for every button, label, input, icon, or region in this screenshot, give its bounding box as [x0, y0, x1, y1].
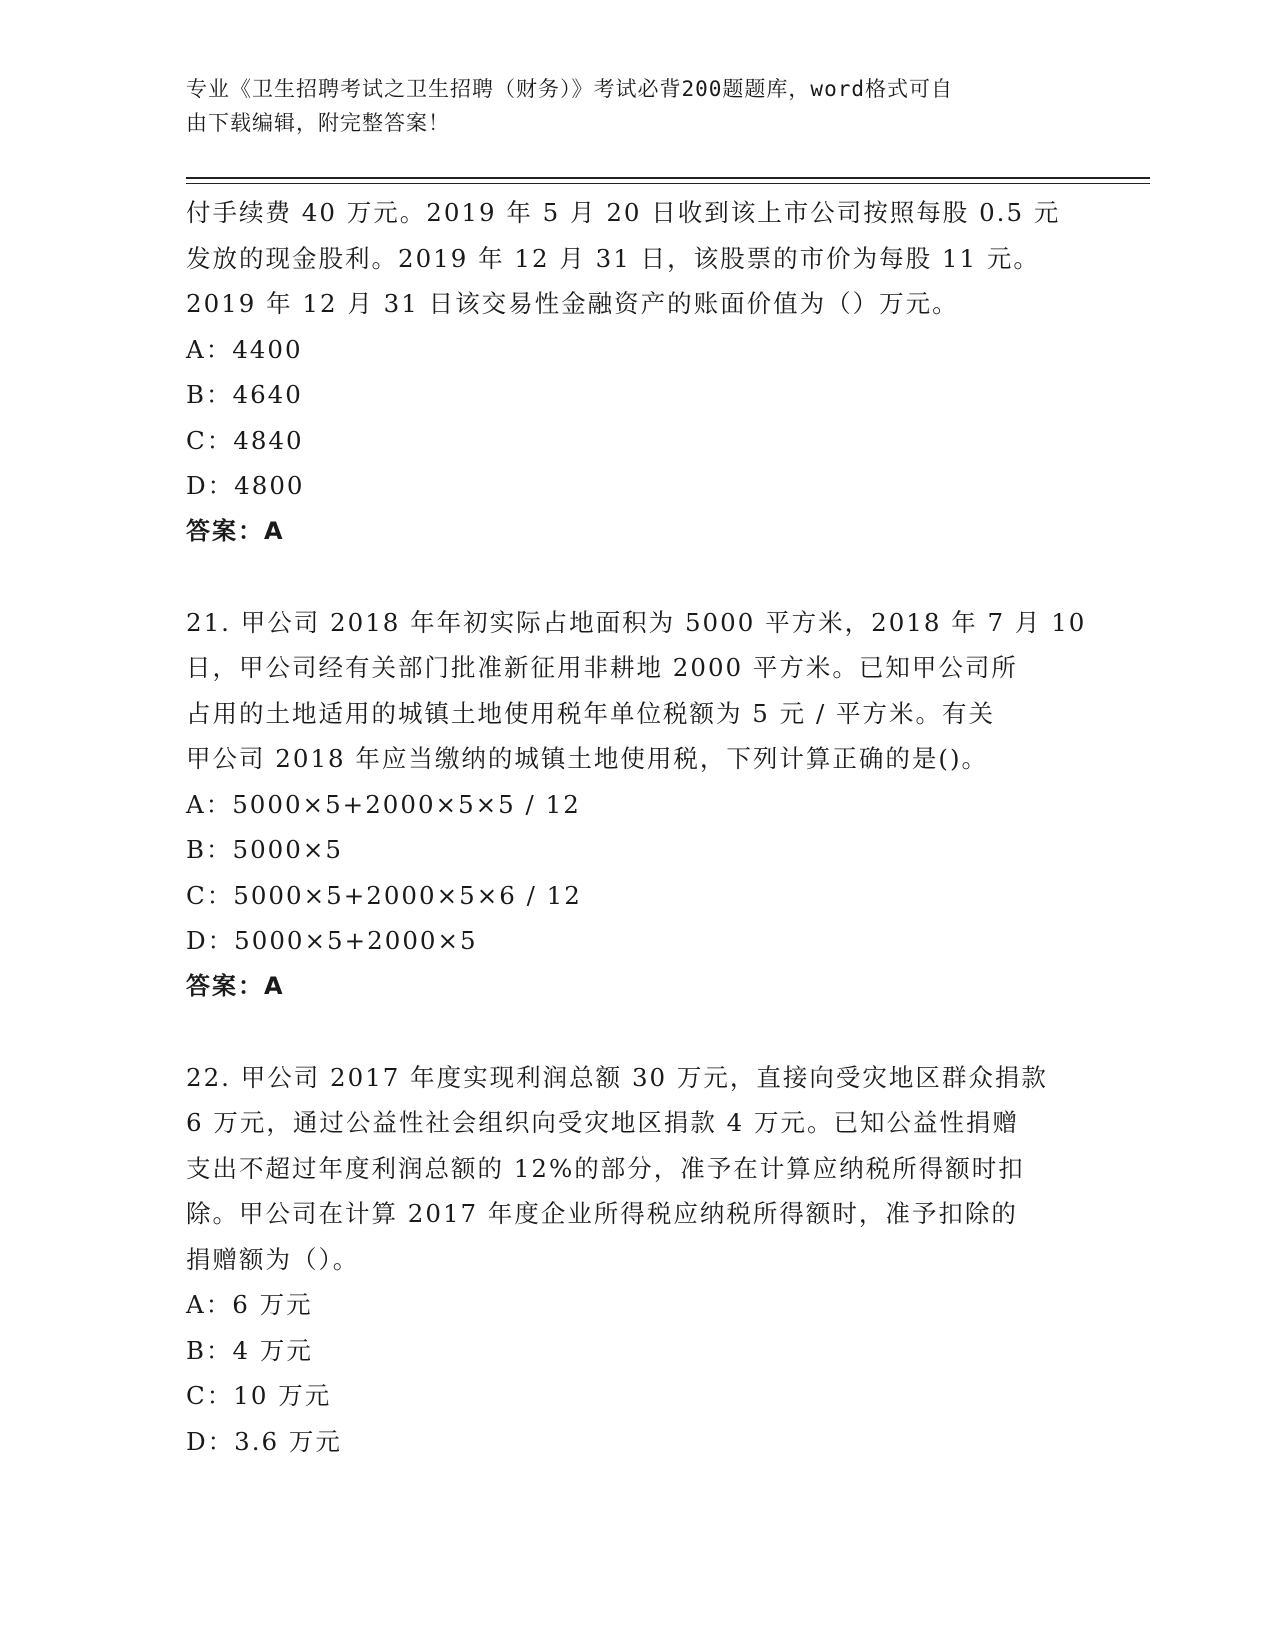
answer-label: 答案：A: [186, 516, 285, 545]
question-text-line: 占用的土地适用的城镇土地使用税年单位税额为 5 元 / 平方米。有关: [186, 698, 995, 728]
question-text-line: 除。甲公司在计算 2017 年度企业所得税应纳税所得额时，准予扣除的: [186, 1199, 1018, 1228]
header-rule-thin: [186, 183, 1150, 184]
question-text-line: 甲公司 2018 年应当缴纳的城镇土地使用税，下列计算正确的是()。: [186, 744, 989, 773]
header-rule-thick: [186, 177, 1150, 179]
question-text-line: 2019 年 12 月 31 日该交易性金融资产的账面价值为（）万元。: [186, 289, 959, 318]
header-line-1: 专业《卫生招聘考试之卫生招聘（财务）》考试必背200题题库，word格式可自: [186, 77, 953, 101]
question-text-line: 支出不超过年度利润总额的 12%的部分，准予在计算应纳税所得额时扣: [186, 1153, 1025, 1183]
option-d: D：4800: [186, 471, 305, 500]
question-text-line: 日，甲公司经有关部门批准新征用非耕地 2000 平方米。已知甲公司所: [186, 653, 1018, 682]
option-d: D：3.6 万元: [186, 1426, 342, 1456]
document-header: [186, 72, 1066, 140]
option-a: A：4400: [186, 334, 303, 364]
option-a: A：5000×5+2000×5×5 / 12: [186, 789, 581, 819]
option-c: C：5000×5+2000×5×6 / 12: [186, 880, 582, 910]
question-text-line: 22. 甲公司 2017 年度实现利润总额 30 万元，直接向受灾地区群众捐款: [186, 1062, 1048, 1092]
option-c: C：4840: [186, 425, 304, 455]
question-text-line: 捐赠额为（）。: [186, 1244, 360, 1274]
question-20: [186, 190, 1086, 554]
option-d: D：5000×5+2000×5: [186, 926, 478, 955]
question-text-line: 6 万元，通过公益性社会组织向受灾地区捐款 4 万元。已知公益性捐赠: [186, 1108, 1020, 1137]
question-text-line: 付手续费 40 万元。2019 年 5 月 20 日收到该上市公司按照每股 0.5 元: [186, 198, 1061, 227]
option-b: B：5000×5: [186, 835, 343, 864]
spacer: [186, 1009, 1086, 1055]
question-text-line: 发放的现金股利。2019 年 12 月 31 日，该股票的市价为每股 11 元。: [186, 243, 1040, 273]
option-b: B：4640: [186, 380, 303, 409]
question-22: [186, 1055, 1086, 1465]
option-a: A：6 万元: [186, 1290, 313, 1319]
option-c: C：10 万元: [186, 1381, 332, 1410]
spacer: [186, 554, 1086, 600]
header-line-2: 由下载编辑，附完整答案！: [186, 111, 450, 135]
question-21: [186, 600, 1086, 1010]
answer-label: 答案：A: [186, 971, 285, 1000]
document-body: [186, 190, 1086, 1464]
option-b: B：4 万元: [186, 1335, 313, 1365]
question-text-line: 21. 甲公司 2018 年年初实际占地面积为 5000 平方米，2018 年 7 月 10: [186, 607, 1087, 637]
